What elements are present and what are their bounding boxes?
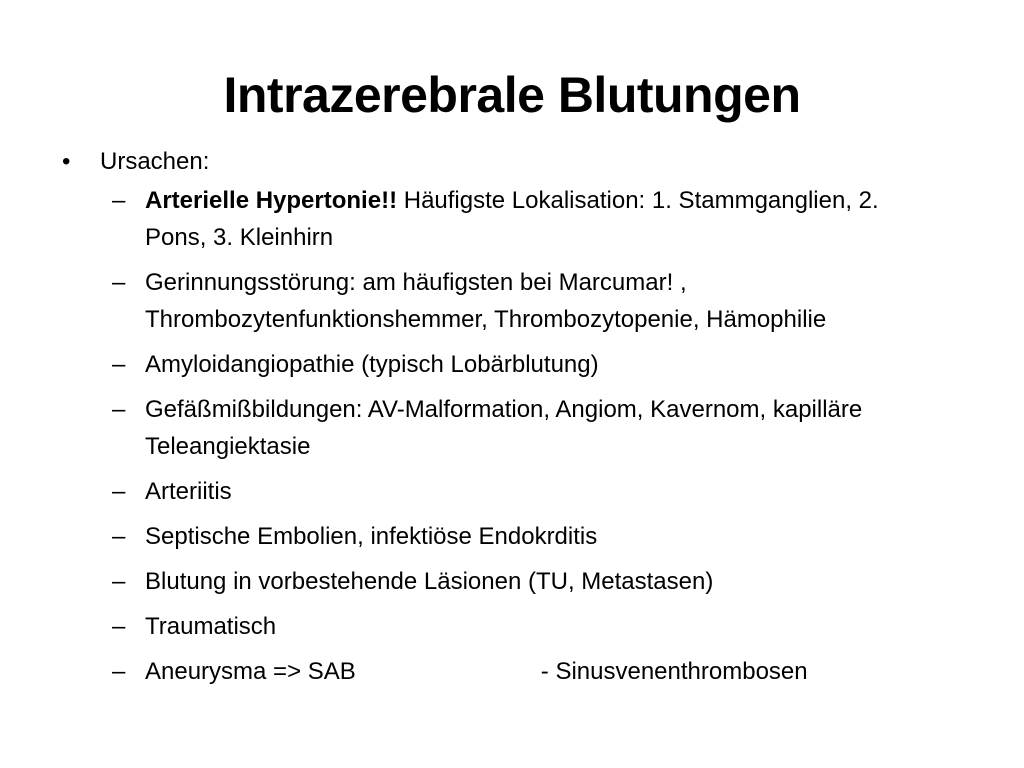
cause-item: [62, 391, 905, 465]
dash-icon: –: [112, 396, 126, 423]
bullet-item-ursachen: [62, 146, 962, 178]
cause-item: [62, 346, 905, 383]
bullet-icon: •: [62, 148, 71, 175]
cause-item-text: Traumatisch: [145, 613, 277, 640]
cause-item-text: Häufigste Lokalisation: 1. Stammganglien, 2. Pons, 3. Kleinhirn: [145, 187, 879, 251]
dash-icon: –: [112, 351, 126, 378]
cause-item: [62, 518, 905, 555]
cause-item: [62, 608, 905, 645]
cause-item-bold: Arterielle Hypertonie!!: [145, 187, 398, 214]
cause-list: [62, 182, 962, 690]
cause-item-text: Aneurysma => SAB: [145, 658, 356, 685]
cause-item: [62, 563, 905, 600]
cause-item-text: Septische Embolien, infektiöse Endokrditis: [145, 523, 598, 550]
cause-item: [62, 264, 905, 338]
cause-item: [62, 182, 905, 256]
cause-item: [62, 473, 905, 510]
cause-item-text: Gefäßmißbildungen: AV-Malformation, Angiom, Kavernom, kapilläre Teleangiektasie: [145, 396, 863, 460]
slide-title: Intrazerebrale Blutungen: [223, 67, 801, 123]
cause-item-text: Gerinnungsstörung: am häufigsten bei Marcumar! , Thrombozytenfunktionshemmer, Thrombozytopenie, Hämophilie: [145, 269, 827, 333]
dash-icon: –: [112, 187, 126, 214]
cause-item: [62, 653, 905, 690]
dash-icon: –: [112, 478, 126, 505]
cause-item-extra: - Sinusvenenthrombosen: [540, 658, 808, 685]
dash-icon: –: [112, 658, 126, 685]
bullet-label: Ursachen:: [100, 148, 210, 175]
cause-item-text: Arteriitis: [145, 478, 232, 505]
dash-icon: –: [112, 523, 126, 550]
cause-item-text: Amyloidangiopathie (typisch Lobärblutung): [145, 351, 599, 378]
dash-icon: –: [112, 568, 126, 595]
dash-icon: –: [112, 613, 126, 640]
cause-item-text: Blutung in vorbestehende Läsionen (TU, Metastasen): [145, 568, 714, 595]
slide-content: [62, 146, 962, 698]
dash-icon: –: [112, 269, 126, 296]
